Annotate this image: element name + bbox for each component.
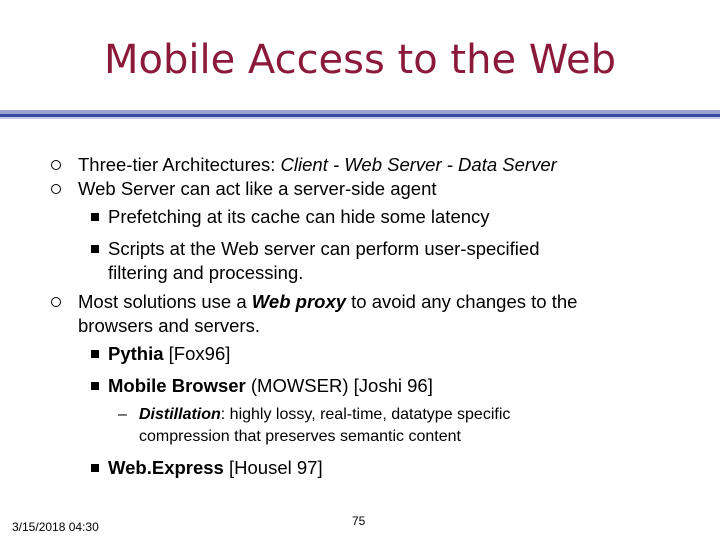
bullet-text-italic: Client - Web Server - Data Server: [280, 154, 557, 175]
bullet-text: browsers and servers.: [78, 315, 260, 336]
sub-bullet-prefetching: [108, 205, 490, 229]
square-bullet-icon: [91, 245, 99, 253]
hollow-bullet-icon: [51, 184, 61, 194]
bullet-text: to avoid any changes to the: [346, 291, 578, 312]
bullet-text: Three-tier Architectures:: [78, 154, 281, 175]
bullet-web-proxy: [78, 290, 577, 314]
sub-bullet-text-bold: Pythia: [108, 343, 164, 364]
bullet-web-server-agent: [78, 177, 437, 201]
bullet-text-bold-italic: Web proxy: [251, 291, 347, 312]
sub-sub-bullet-distillation-cont: [139, 427, 461, 447]
sub-sub-bullet-text: compression that preserves semantic content: [139, 428, 461, 445]
sub-bullet-mobile-browser: [108, 374, 433, 398]
sub-bullet-text-bold: Web.Express: [108, 457, 224, 478]
sub-sub-bullet-text-bold-italic: Distillation: [139, 406, 221, 423]
square-bullet-icon: [91, 382, 99, 390]
sub-bullet-scripts: [108, 237, 540, 261]
bullet-web-proxy-cont: [78, 314, 260, 338]
sub-sub-bullet-dash: [118, 405, 127, 425]
sub-sub-bullet-distillation: [139, 405, 510, 425]
bullet-three-tier: [78, 153, 557, 177]
sub-bullet-text-bold: Mobile Browser: [108, 375, 246, 396]
sub-bullet-text: Scripts at the Web server can perform user-specified: [108, 238, 540, 259]
bullet-text: Most solutions use a: [78, 291, 252, 312]
bullet-text: Web Server can act like a server-side agent: [78, 178, 437, 199]
square-bullet-icon: [91, 350, 99, 358]
hollow-bullet-icon: [51, 297, 61, 307]
sub-sub-bullet-text: : highly lossy, real-time, datatype specific: [220, 406, 511, 423]
hollow-bullet-icon: [51, 160, 61, 170]
page-number: 75: [352, 514, 366, 528]
square-bullet-icon: [91, 464, 99, 472]
square-bullet-icon: [91, 213, 99, 221]
sub-bullet-web-express: [108, 456, 323, 480]
sub-bullet-text: [Housel 97]: [223, 457, 323, 478]
dash-bullet: –: [118, 406, 127, 423]
sub-bullet-text: (MOWSER) [Joshi 96]: [245, 375, 433, 396]
sub-bullet-pythia: [108, 342, 230, 366]
sub-bullet-text: filtering and processing.: [108, 262, 304, 283]
slide-title: Mobile Access to the Web: [103, 37, 616, 83]
sub-bullet-text: Prefetching at its cache can hide some latency: [108, 206, 490, 227]
footer-date: 3/15/2018 04:30: [12, 520, 99, 534]
sub-bullet-scripts-cont: [108, 261, 303, 285]
sub-bullet-text: [Fox96]: [163, 343, 231, 364]
